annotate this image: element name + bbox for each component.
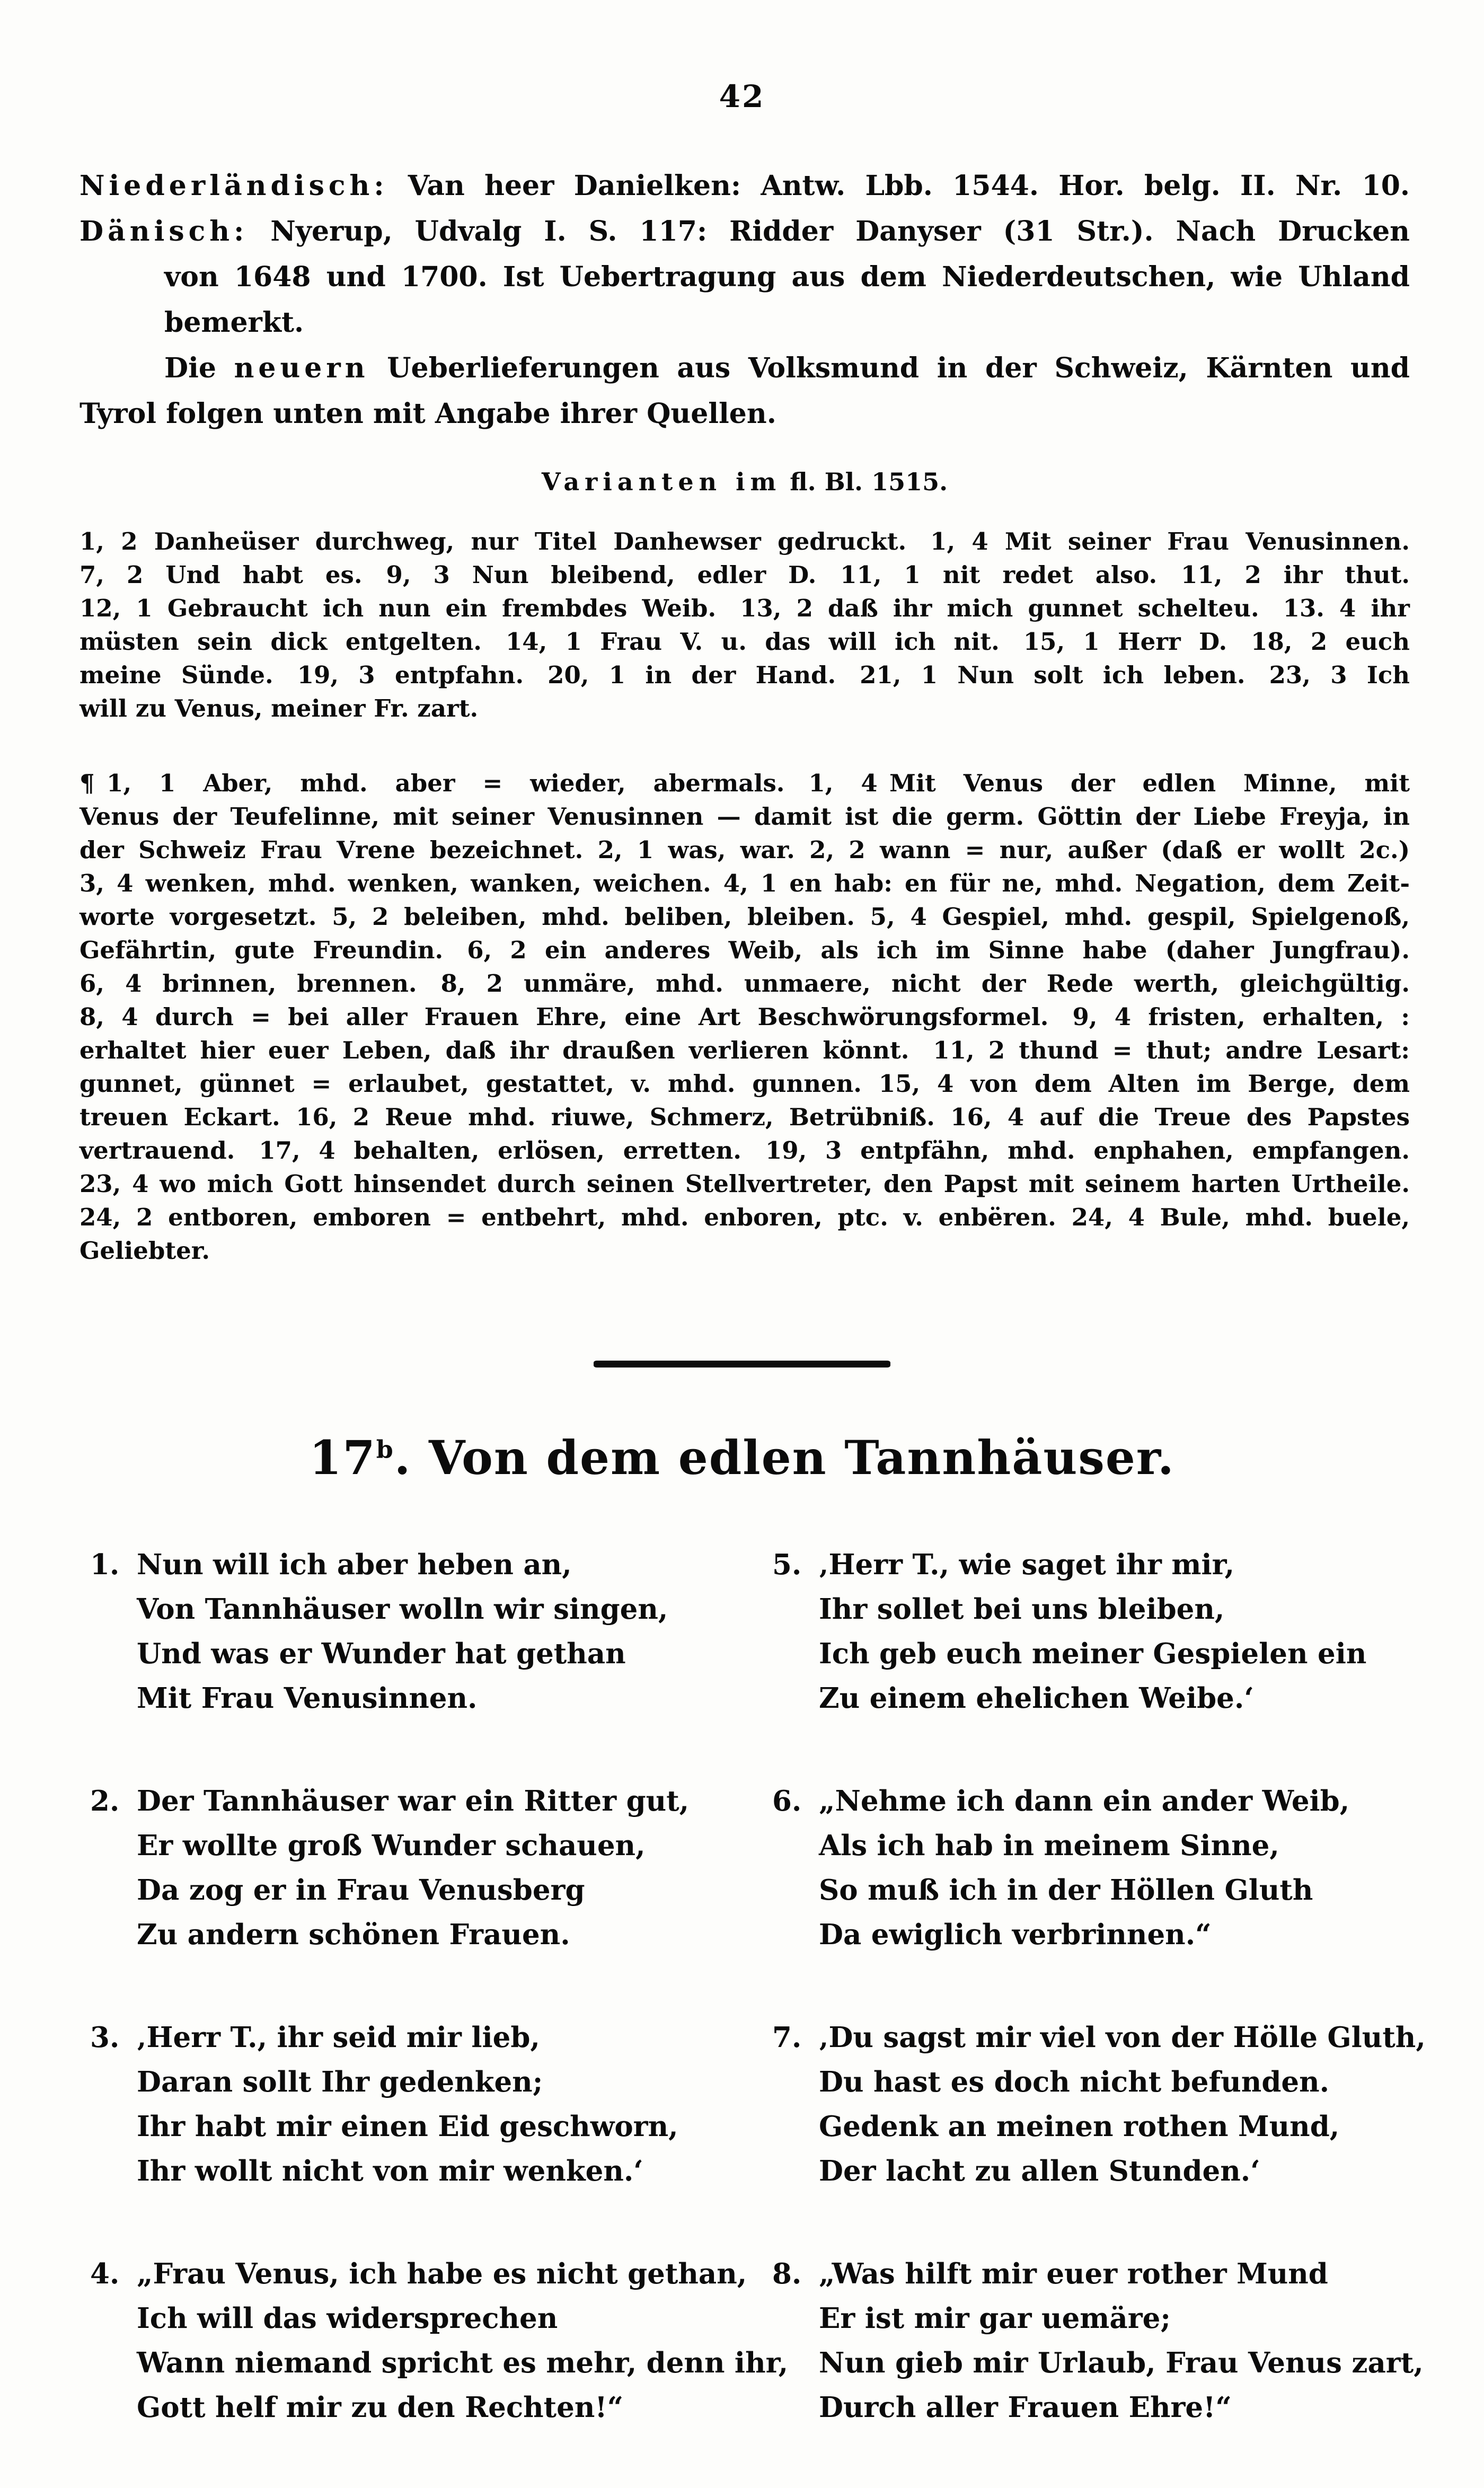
verse-line: Gott helf mir zu den Rechten!“	[137, 2391, 624, 2424]
commentary-line: treuen Eckart. 16, 2 Reue mhd. riuwe, Schmerz, Betrübniß. 16, 4 auf die Treue des Papstes	[80, 1103, 1410, 1131]
commentary-line: 6, 4 brinnen, brennen. 8, 2 unmäre, mhd. unmaere, nicht der Rede werth, gleichgültig.	[80, 969, 1410, 998]
verse-line: Da ewiglich verbrinnen.“	[819, 1918, 1212, 1951]
commentary-line: der Schweiz Frau Vrene bezeichnet. 2, 1 was, war. 2, 2 wann = nur, außer (daß er wollt 2c.)	[80, 836, 1410, 864]
stanza	[90, 2252, 789, 2430]
commentary-line: vertrauend. 17, 4 behalten, erlösen, erretten. 19, 3 entpfähn, mhd. enphahen, empfangen.	[80, 1136, 1410, 1164]
stanza	[772, 2252, 1431, 2430]
stanza-lines	[137, 1542, 750, 1721]
commentary-line: 23, 4 wo mich Gott hinsendet durch seinen Stellvertreter, den Papst mit seinem harten Urtheile.	[80, 1170, 1410, 1198]
stanza-number: 7.	[772, 2021, 802, 2054]
verse-line: Nun will ich aber heben an,	[137, 1548, 572, 1581]
verse-line: Du hast es doch nicht befunden.	[819, 2066, 1330, 2098]
bibliography-notes	[80, 163, 1410, 1267]
commentary-line: Venus der Teufelinne, mit seiner Venusinnen — damit ist die germ. Göttin der Liebe Freyja, in	[80, 802, 1410, 831]
verse-line: Ihr habt mir einen Eid geschworn,	[137, 2110, 678, 2143]
variants-paragraph	[80, 525, 1410, 725]
stanza-lines	[137, 1779, 750, 1957]
verse-line: Und was er Wunder hat gethan	[137, 1637, 626, 1670]
right-column	[772, 1542, 1431, 2488]
verse-line: Der Tannhäuser war ein Ritter gut,	[137, 1785, 690, 1818]
verse-line: Als ich hab in meinem Sinne,	[819, 1829, 1279, 1862]
verse-line: ‚Herr T., wie saget ihr mir,	[819, 1548, 1235, 1581]
section-divider-rule	[594, 1361, 890, 1367]
commentary-line: ¶ 1, 1 Aber, mhd. aber = wieder, abermals. 1, 4 Mit Venus der edlen Minne, mit	[80, 769, 1410, 797]
stanza-number: 2.	[90, 1785, 120, 1818]
stanza-number: 5.	[772, 1548, 802, 1581]
commentary-paragraph	[80, 766, 1410, 1267]
stanza	[90, 1542, 750, 1721]
stanza	[772, 1542, 1431, 1721]
stanza-number: 1.	[90, 1548, 120, 1581]
verse-line: ‚Du sagst mir viel von der Hölle Gluth,	[819, 2021, 1426, 2054]
variant-line: müsten sein dick entgelten. 14, 1 Frau V. u. das will ich nit. 15, 1 Herr D. 18, 2 euch	[80, 628, 1410, 656]
left-column	[90, 1542, 789, 2488]
verse-line: So muß ich in der Höllen Gluth	[819, 1874, 1313, 1907]
song-number: 17	[309, 1430, 376, 1485]
verse-line: Zu einem ehelichen Weibe.‘	[819, 1682, 1254, 1715]
verse-line: „Was hilft mir euer rother Mund	[819, 2257, 1328, 2290]
stanza-number: 3.	[90, 2021, 120, 2054]
commentary-line: erhaltet hier euer Leben, daß ihr draußen verlieren könnt. 11, 2 thund = thut; andre Lesart:	[80, 1036, 1410, 1064]
note-text: Nyerup, Udvalg I. S. 117: Ridder Danyser (31 Str.). Nach Drucken	[248, 215, 1410, 248]
stanza-lines	[819, 2252, 1431, 2430]
text-line	[80, 209, 1410, 254]
text-line	[80, 346, 1410, 391]
verse-line: Nun gieb mir Urlaub, Frau Venus zart,	[819, 2346, 1424, 2379]
stanza-columns	[90, 1542, 1431, 2488]
language-label-daenisch: Dänisch:	[80, 215, 249, 248]
language-label-niederlaendisch: Niederländisch:	[80, 170, 388, 202]
stanza	[90, 2015, 750, 2193]
text-line: bemerkt.	[164, 306, 304, 339]
stanza-lines	[137, 2015, 750, 2193]
stanza-number: 6.	[772, 1785, 802, 1818]
stanza	[772, 1779, 1431, 1957]
note-text: Ueberlieferungen aus Volksmund in der Schweiz, Kärnten und	[369, 352, 1410, 384]
verse-line: Da zog er in Frau Venusberg	[137, 1874, 585, 1907]
commentary-line: 24, 2 entboren, emboren = entbehrt, mhd. enboren, ptc. v. enbëren. 24, 4 Bule, mhd. buele, Geliebter.	[80, 1203, 1410, 1265]
stanza-lines	[819, 2015, 1431, 2193]
verse-line: „Nehme ich dann ein ander Weib,	[819, 1785, 1350, 1818]
verse-line: ‚Herr T., ihr seid mir lieb,	[137, 2021, 540, 2054]
variants-heading-spaced: Varianten im	[541, 467, 782, 496]
commentary-line: gunnet, günnet = erlaubet, gestattet, v. mhd. gunnen. 15, 4 von dem Alten im Berge, dem	[80, 1070, 1410, 1098]
verse-line: Ihr wollt nicht von mir wenken.‘	[137, 2155, 643, 2187]
note-ueberlieferungen	[80, 346, 1410, 437]
variant-line: 7, 2 Und habt es. 9, 3 Nun bleibend, edler D. 11, 1 nit redet also. 11, 2 ihr thut.	[80, 561, 1410, 589]
verse-line: Durch aller Frauen Ehre!“	[819, 2391, 1232, 2424]
variants-heading	[80, 467, 1410, 496]
commentary-line: worte vorgesetzt. 5, 2 beleiben, mhd. beliben, bleiben. 5, 4 Gespiel, mhd. gespil, Spielgenoß,	[80, 903, 1410, 931]
stanza-number: 8.	[772, 2257, 802, 2290]
verse-line: Wann niemand spricht es mehr, denn ihr,	[137, 2346, 789, 2379]
song-number-superscript: b	[376, 1435, 394, 1464]
commentary-line: 3, 4 wenken, mhd. wenken, wanken, weichen. 4, 1 en hab: en für ne, mhd. Negation, dem Zeit-	[80, 869, 1410, 897]
verse-line: Daran sollt Ihr gedenken;	[137, 2066, 543, 2098]
verse-line: Zu andern schönen Frauen.	[137, 1918, 570, 1951]
variant-line: 1, 2 Danheüser durchweg, nur Titel Danhewser gedruckt. 1, 4 Mit seiner Frau Venusinnen.	[80, 527, 1410, 555]
song-title	[0, 1430, 1484, 1485]
stanza	[90, 1779, 750, 1957]
verse-line: Ich geb euch meiner Gespielen ein	[819, 1637, 1367, 1670]
commentary-line: 8, 4 durch = bei aller Frauen Ehre, eine Art Beschwörungsformel. 9, 4 fristen, erhalten, :	[80, 1003, 1410, 1031]
stanza	[772, 2015, 1431, 2193]
song-title-text: . Von dem edlen Tannhäuser.	[394, 1430, 1175, 1485]
verse-line: Gedenk an meinen rothen Mund,	[819, 2110, 1340, 2143]
stanza-lines	[819, 1779, 1431, 1957]
emphasized-word: neuern	[234, 352, 369, 384]
verse-line: Er wollte groß Wunder schauen,	[137, 1829, 646, 1862]
stanza-lines	[137, 2252, 788, 2430]
verse-line: Ich will das widersprechen	[137, 2302, 558, 2335]
commentary-line: Gefährtin, gute Freundin. 6, 2 ein anderes Weib, als ich im Sinne habe (daher Jungfrau).	[80, 936, 1410, 964]
note-text: Van heer Danielken: Antw. Lbb. 1544. Hor. belg. II. Nr. 10.	[388, 170, 1410, 202]
variants-heading-rest: fl. Bl. 1515.	[781, 467, 948, 496]
text-line	[80, 163, 1410, 209]
note-niederlaendisch	[80, 163, 1410, 209]
variant-line: will zu Venus, meiner Fr. zart.	[80, 694, 479, 722]
verse-line: Mit Frau Venusinnen.	[137, 1682, 478, 1715]
page-number: 42	[719, 78, 765, 114]
verse-line: Von Tannhäuser wolln wir singen,	[137, 1593, 668, 1626]
note-daenisch	[80, 209, 1410, 346]
variant-line: meine Sünde. 19, 3 entpfahn. 20, 1 in der Hand. 21, 1 Nun solt ich leben. 23, 3 Ich	[80, 661, 1410, 689]
verse-line: Ihr sollet bei uns bleiben,	[819, 1593, 1225, 1626]
stanza-number: 4.	[90, 2257, 120, 2290]
stanza-lines	[819, 1542, 1431, 1721]
note-text: Die	[164, 352, 234, 384]
text-line: von 1648 und 1700. Ist Uebertragung aus dem Niederdeutschen, wie Uhland	[164, 261, 1410, 293]
verse-line: „Frau Venus, ich habe es nicht gethan,	[137, 2257, 747, 2290]
verse-line: Der lacht zu allen Stunden.‘	[819, 2155, 1260, 2187]
verse-line: Er ist mir gar uemäre;	[819, 2302, 1171, 2335]
text-line: Tyrol folgen unten mit Angabe ihrer Quellen.	[80, 398, 776, 430]
variant-line: 12, 1 Gebraucht ich nun ein frembdes Weib. 13, 2 daß ihr mich gunnet schelteu. 13. 4 ihr	[80, 594, 1410, 622]
